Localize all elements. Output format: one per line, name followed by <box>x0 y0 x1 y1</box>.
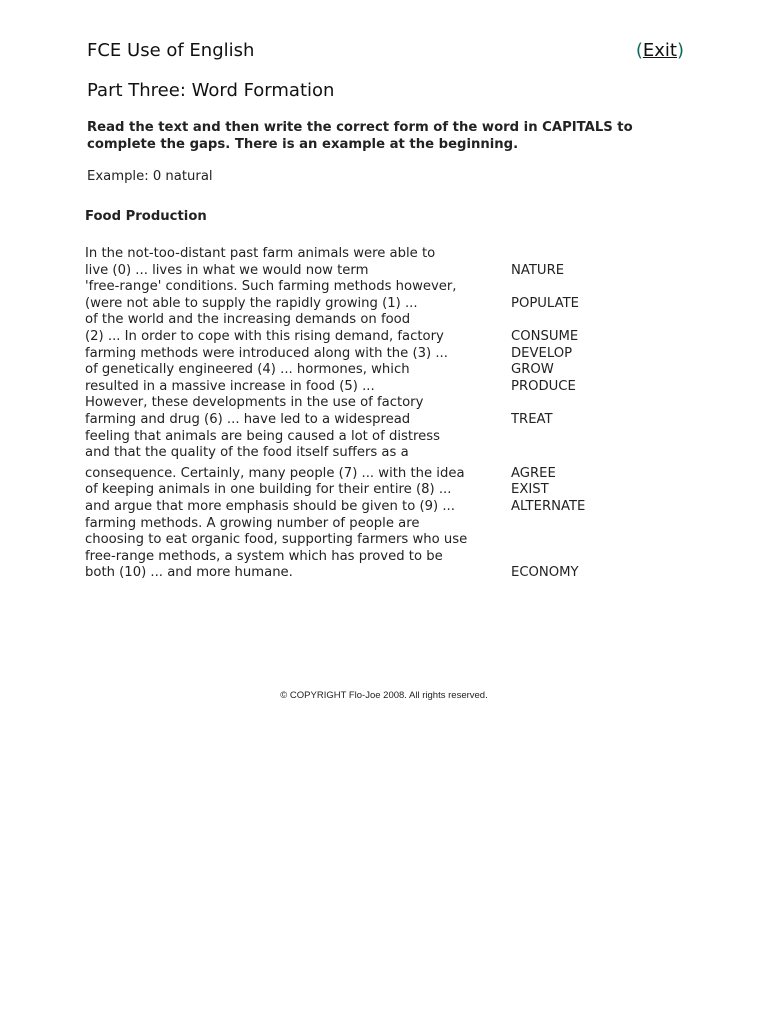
passage-line <box>85 379 605 396</box>
example-line: Example: 0 natural <box>87 169 213 184</box>
passage-line <box>85 312 605 329</box>
line-text: of keeping animals in one building for their entire (8) ... <box>85 482 452 498</box>
line-text: both (10) ... and more humane. <box>85 565 293 581</box>
line-text: consequence. Certainly, many people (7) ... with the idea <box>85 465 465 481</box>
stem-word: NATURE <box>511 262 565 278</box>
line-text: live (0) ... lives in what we would now term <box>85 262 369 278</box>
stem-word: ALTERNATE <box>511 498 586 514</box>
passage-line <box>85 565 605 582</box>
line-text: and that the quality of the food itself suffers as a <box>85 445 409 461</box>
site-title: FCE Use of English <box>87 40 255 61</box>
instructions: Read the text and then write the correct form of the word in CAPITALS to complete the gaps. There is an example at the beginning. <box>87 120 633 152</box>
passage-line <box>85 279 605 296</box>
passage-line <box>85 362 605 379</box>
passage-line <box>85 329 605 346</box>
passage-line <box>85 532 605 549</box>
exit-close-paren: ) <box>676 40 684 61</box>
line-text: However, these developments in the use of factory <box>85 395 424 411</box>
exit-open-paren: ( <box>635 40 643 61</box>
passage-line <box>85 445 605 462</box>
stem-word: POPULATE <box>511 295 579 311</box>
passage-line <box>85 482 605 499</box>
line-text: choosing to eat organic food, supporting farmers who use <box>85 532 468 548</box>
stem-word: GROW <box>511 362 554 378</box>
line-text: resulted in a massive increase in food (5) ... <box>85 378 375 394</box>
line-text: In the not-too-distant past farm animals were able to <box>85 246 436 261</box>
copyright-notice: © COPYRIGHT Flo-Joe 2008. All rights reserved. <box>280 690 488 701</box>
line-text: feeling that animals are being caused a lot of distress <box>85 428 441 444</box>
passage-line <box>85 466 605 483</box>
passage-line <box>85 412 605 429</box>
line-text: of genetically engineered (4) ... hormones, which <box>85 362 410 378</box>
passage-line <box>85 263 605 280</box>
line-text: free-range methods, a system which has proved to be <box>85 548 443 564</box>
line-text: farming methods. A growing number of people are <box>85 515 420 531</box>
line-text: farming methods were introduced along with the (3) ... <box>85 345 448 361</box>
stem-word: EXIST <box>511 482 549 498</box>
line-text: 'free-range' conditions. Such farming methods however, <box>85 279 457 295</box>
line-text: (2) ... In order to cope with this rising demand, factory <box>85 328 444 344</box>
stem-word: ECONOMY <box>511 565 579 581</box>
passage-line <box>85 499 605 516</box>
stem-word: AGREE <box>511 465 556 481</box>
passage-line <box>85 296 605 313</box>
stem-word: PRODUCE <box>511 378 576 394</box>
line-text: and argue that more emphasis should be given to (9) ... <box>85 498 455 514</box>
line-text: of the world and the increasing demands on food <box>85 312 411 328</box>
exit-control <box>636 40 684 61</box>
text-title: Food Production <box>85 209 207 224</box>
passage-line <box>85 346 605 363</box>
passage-line <box>85 395 605 412</box>
stem-word: DEVELOP <box>511 345 573 361</box>
stem-word: CONSUME <box>511 328 579 344</box>
passage-line <box>85 429 605 446</box>
line-text: farming and drug (6) ... have led to a widespread <box>85 411 411 427</box>
exit-link[interactable]: Exit <box>642 40 677 61</box>
passage <box>85 246 605 582</box>
line-text: (were not able to supply the rapidly growing (1) ... <box>85 295 418 311</box>
passage-line <box>85 549 605 566</box>
passage-line <box>85 246 605 263</box>
passage-line <box>85 516 605 533</box>
part-title: Part Three: Word Formation <box>87 80 335 101</box>
stem-word: TREAT <box>511 411 553 427</box>
page-header <box>87 40 684 66</box>
